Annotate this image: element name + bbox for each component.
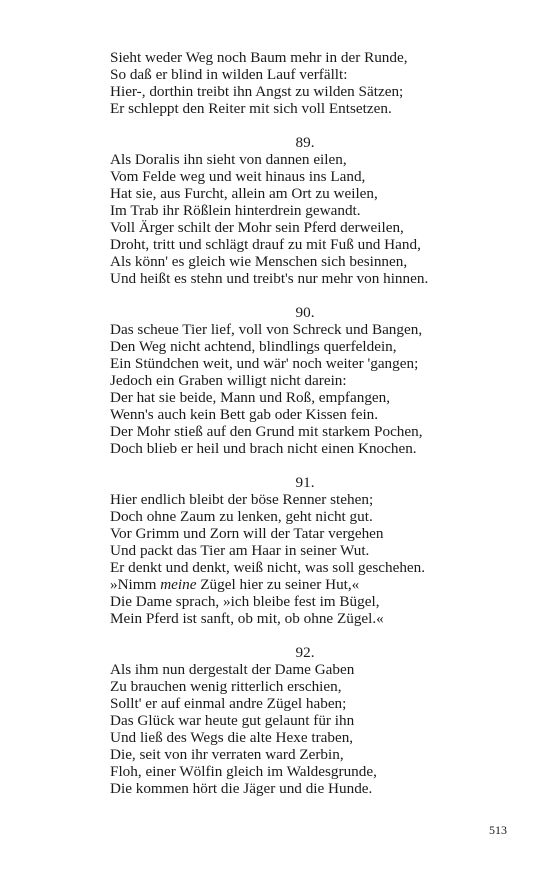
verse-line: Als könn' es gleich wie Menschen sich besinnen, [110, 253, 408, 270]
verse-line: Vom Felde weg und weit hinaus ins Land, [110, 168, 366, 185]
verse-line: Er denkt und denkt, weiß nicht, was soll geschehen. [110, 559, 426, 576]
verse-text: Zügel hier zu seiner Hut,« [196, 576, 360, 593]
verse-line: Voll Ärger schilt der Mohr sein Pferd derweilen, [110, 219, 404, 236]
verse-line: Hat sie, aus Furcht, allein am Ort zu weilen, [110, 185, 378, 202]
verse-line: Vor Grimm und Zorn will der Tatar vergehen [110, 525, 384, 542]
stanza-number: 92. [295, 644, 315, 661]
verse-line: Sollt' er auf einmal andre Zügel haben; [110, 695, 347, 712]
verse-line: Als Doralis ihn sieht von dannen eilen, [110, 151, 347, 168]
intro-stanza-continuation [110, 49, 530, 117]
verse-line: Der hat sie beide, Mann und Roß, empfangen, [110, 389, 391, 406]
verse-line: Als ihm nun dergestalt der Dame Gaben [110, 661, 355, 678]
verse-line: Droht, tritt und schlägt drauf zu mit Fuß und Hand, [110, 236, 421, 253]
verse-line: So daß er blind in wilden Lauf verfällt: [110, 66, 348, 83]
emphasized-word: meine [160, 576, 197, 593]
stanza-92 [110, 644, 530, 797]
verse-line: Das Glück war heute gut gelaunt für ihn [110, 712, 355, 729]
verse-line: Sieht weder Weg noch Baum mehr in der Runde, [110, 49, 408, 66]
page-number: 513 [489, 823, 507, 837]
stanza-number: 89. [295, 134, 315, 151]
verse-line: Und packt das Tier am Haar in seiner Wut. [110, 542, 370, 559]
verse-line: Doch blieb er heil und brach nicht einen Knochen. [110, 440, 417, 457]
verse-line-with-emphasis [110, 576, 530, 593]
verse-line: Die Dame sprach, »ich bleibe fest im Bügel, [110, 593, 380, 610]
verse-line: Doch ohne Zaum zu lenken, geht nicht gut. [110, 508, 373, 525]
verse-line: Wenn's auch kein Bett gab oder Kissen fein. [110, 406, 379, 423]
verse-line: Jedoch ein Graben willigt nicht darein: [110, 372, 347, 389]
verse-line: Floh, einer Wölfin gleich im Waldesgrunde, [110, 763, 377, 780]
verse-text: »Nimm [110, 576, 161, 593]
stanza-89 [110, 134, 530, 287]
stanza-90 [110, 304, 530, 457]
stanza-number: 91. [295, 474, 315, 491]
verse-line: Und ließ des Wegs die alte Hexe traben, [110, 729, 354, 746]
stanza-number: 90. [295, 304, 315, 321]
verse-line: Hier-, dorthin treibt ihn Angst zu wilden Sätzen; [110, 83, 404, 100]
verse-line: Und heißt es stehn und treibt's nur mehr von hinnen. [110, 270, 429, 287]
verse-line: Mein Pferd ist sanft, ob mit, ob ohne Zügel.« [110, 610, 384, 627]
verse-line: Zu brauchen wenig ritterlich erschien, [110, 678, 342, 695]
verse-line: Ein Stündchen weit, und wär' noch weiter 'gangen; [110, 355, 419, 372]
verse-line: Die, seit von ihr verraten ward Zerbin, [110, 746, 344, 763]
stanza-91 [110, 474, 530, 627]
verse-line: Den Weg nicht achtend, blindlings querfeldein, [110, 338, 397, 355]
verse-line: Die kommen hört die Jäger und die Hunde. [110, 780, 373, 797]
verse-line: Hier endlich bleibt der böse Renner stehen; [110, 491, 374, 508]
verse-line: Im Trab ihr Rößlein hinterdrein gewandt. [110, 202, 361, 219]
verse-line: Er schleppt den Reiter mit sich voll Entsetzen. [110, 100, 392, 117]
poem-text [110, 49, 530, 797]
verse-line: Das scheue Tier lief, voll von Schreck und Bangen, [110, 321, 423, 338]
verse-line: Der Mohr stieß auf den Grund mit starkem Pochen, [110, 423, 423, 440]
